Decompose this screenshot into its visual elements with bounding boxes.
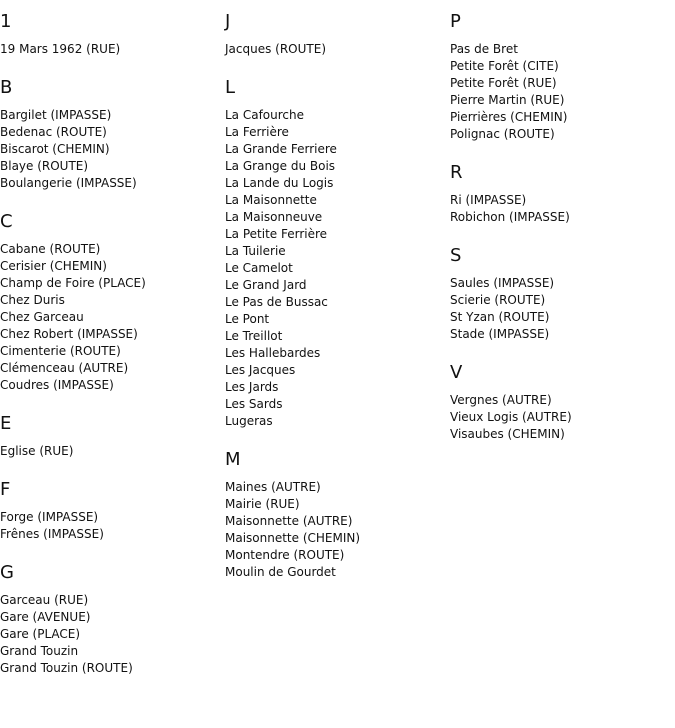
street-link[interactable]: Cabane (ROUTE) [0, 242, 101, 256]
street-link[interactable]: Les Hallebardes [225, 346, 321, 360]
street-list [225, 107, 447, 430]
street-link[interactable]: Polignac (ROUTE) [450, 127, 555, 141]
letter-heading: V [450, 362, 463, 383]
street-link[interactable]: Pierrières (CHEMIN) [450, 110, 568, 124]
street-link[interactable]: La Maisonnette [225, 193, 317, 207]
street-link[interactable]: Gare (AVENUE) [0, 610, 91, 624]
letter-group-r [450, 162, 672, 226]
letter-heading: E [0, 413, 12, 434]
letter-group-b [0, 77, 222, 192]
street-link[interactable]: La Petite Ferrière [225, 227, 328, 241]
street-link[interactable]: Maisonnette (AUTRE) [225, 514, 353, 528]
street-link[interactable]: Boulangerie (IMPASSE) [0, 176, 137, 190]
street-list [0, 509, 222, 543]
street-link[interactable]: Les Sards [225, 397, 283, 411]
street-link[interactable]: Scierie (ROUTE) [450, 293, 546, 307]
street-link[interactable]: Forge (IMPASSE) [0, 510, 99, 524]
street-link[interactable]: Moulin de Gourdet [225, 565, 336, 579]
letter-heading: 1 [0, 11, 12, 32]
street-link[interactable]: Clémenceau (AUTRE) [0, 361, 129, 375]
letter-group-e [0, 413, 222, 460]
letter-heading: B [0, 77, 13, 98]
letter-heading: M [225, 449, 241, 470]
street-link[interactable]: La Tuilerie [225, 244, 286, 258]
street-link[interactable]: Grand Touzin (ROUTE) [0, 661, 133, 675]
street-link[interactable]: Mairie (RUE) [225, 497, 300, 511]
street-list [225, 41, 447, 58]
street-link[interactable]: La Maisonneuve [225, 210, 323, 224]
street-list [0, 443, 222, 460]
street-link[interactable]: La Lande du Logis [225, 176, 334, 190]
street-link[interactable]: Petite Forêt (RUE) [450, 76, 557, 90]
street-link[interactable]: Montendre (ROUTE) [225, 548, 345, 562]
street-list [225, 479, 447, 581]
street-column-1 [0, 0, 222, 696]
street-link[interactable]: Maines (AUTRE) [225, 480, 321, 494]
street-link[interactable]: Cerisier (CHEMIN) [0, 259, 107, 273]
street-link[interactable]: Bargilet (IMPASSE) [0, 108, 112, 122]
letter-group-s [450, 245, 672, 343]
street-link[interactable]: Gare (PLACE) [0, 627, 81, 641]
street-link[interactable]: Petite Forêt (CITE) [450, 59, 559, 73]
street-link[interactable]: La Cafourche [225, 108, 305, 122]
street-link[interactable]: Le Treillot [225, 329, 283, 343]
letter-group-f [0, 479, 222, 543]
letter-heading: G [0, 562, 14, 583]
street-link[interactable]: Lugeras [225, 414, 273, 428]
letter-group-1 [0, 11, 222, 58]
letter-heading: S [450, 245, 462, 266]
street-link[interactable]: Pas de Bret [450, 42, 518, 56]
street-link[interactable]: Robichon (IMPASSE) [450, 210, 570, 224]
street-link[interactable]: 19 Mars 1962 (RUE) [0, 42, 121, 56]
street-list [0, 107, 222, 192]
street-link[interactable]: Biscarot (CHEMIN) [0, 142, 110, 156]
street-link[interactable]: Chez Robert (IMPASSE) [0, 327, 138, 341]
street-list [450, 192, 672, 226]
street-list [0, 41, 222, 58]
street-link[interactable]: St Yzan (ROUTE) [450, 310, 550, 324]
street-list [450, 392, 672, 443]
letter-group-m [225, 449, 447, 581]
letter-group-p [450, 11, 672, 143]
street-link[interactable]: Grand Touzin [0, 644, 79, 658]
letter-heading: R [450, 162, 463, 183]
street-link[interactable]: Le Grand Jard [225, 278, 307, 292]
letter-group-c [0, 211, 222, 394]
street-list [450, 275, 672, 343]
street-link[interactable]: Ri (IMPASSE) [450, 193, 527, 207]
letter-heading: J [225, 11, 231, 32]
street-link[interactable]: Les Jards [225, 380, 279, 394]
street-link[interactable]: Chez Garceau [0, 310, 84, 324]
street-link[interactable]: Le Pont [225, 312, 270, 326]
street-link[interactable]: La Grange du Bois [225, 159, 336, 173]
street-link[interactable]: Les Jacques [225, 363, 296, 377]
letter-group-j [225, 11, 447, 58]
street-link[interactable]: Garceau (RUE) [0, 593, 89, 607]
street-link[interactable]: Vergnes (AUTRE) [450, 393, 552, 407]
street-link[interactable]: Le Camelot [225, 261, 293, 275]
letter-heading: P [450, 11, 461, 32]
letter-heading: L [225, 77, 236, 98]
street-link[interactable]: Saules (IMPASSE) [450, 276, 555, 290]
street-link[interactable]: Jacques (ROUTE) [225, 42, 327, 56]
street-list [450, 41, 672, 143]
letter-heading: F [0, 479, 11, 500]
street-link[interactable]: Vieux Logis (AUTRE) [450, 410, 572, 424]
street-link[interactable]: Bedenac (ROUTE) [0, 125, 107, 139]
street-column-2 [225, 0, 447, 600]
street-link[interactable]: Visaubes (CHEMIN) [450, 427, 565, 441]
street-link[interactable]: Eglise (RUE) [0, 444, 74, 458]
street-link[interactable]: Champ de Foire (PLACE) [0, 276, 146, 290]
street-link[interactable]: La Ferrière [225, 125, 289, 139]
street-list [0, 241, 222, 394]
street-list [0, 592, 222, 677]
street-link[interactable]: La Grande Ferriere [225, 142, 337, 156]
letter-group-l [225, 77, 447, 430]
street-link[interactable]: Blaye (ROUTE) [0, 159, 89, 173]
street-link[interactable]: Frênes (IMPASSE) [0, 527, 104, 541]
letter-group-g [0, 562, 222, 677]
street-link[interactable]: Stade (IMPASSE) [450, 327, 550, 341]
letter-heading: C [0, 211, 13, 232]
street-link[interactable]: Maisonnette (CHEMIN) [225, 531, 361, 545]
street-link[interactable]: Coudres (IMPASSE) [0, 378, 114, 392]
letter-group-v [450, 362, 672, 443]
street-column-3 [450, 0, 672, 462]
street-link[interactable]: Cimenterie (ROUTE) [0, 344, 121, 358]
street-link[interactable]: Chez Duris [0, 293, 65, 307]
street-link[interactable]: Le Pas de Bussac [225, 295, 328, 309]
street-link[interactable]: Pierre Martin (RUE) [450, 93, 565, 107]
